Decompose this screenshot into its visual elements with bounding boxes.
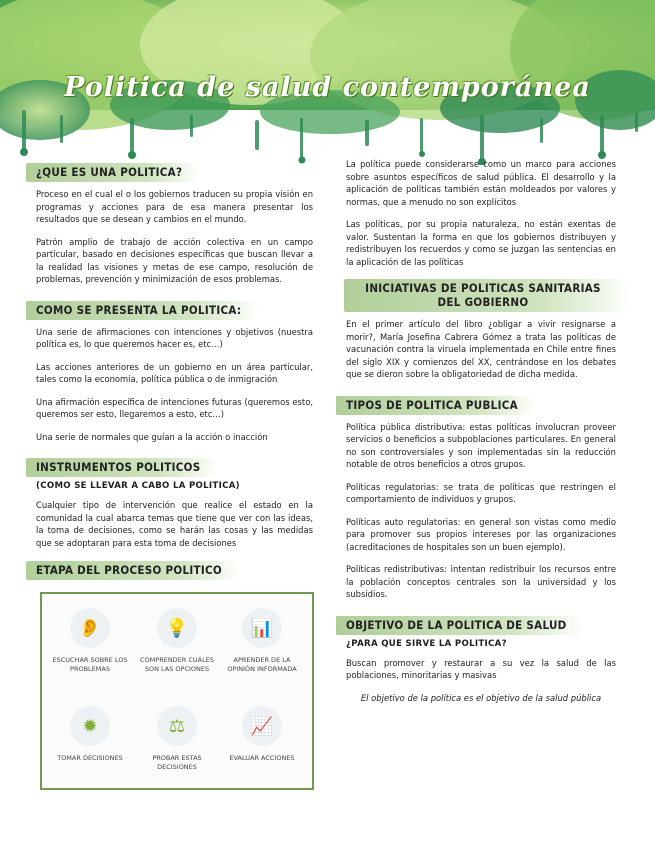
- paragraph: Buscan promover y restaurar a su vez la salud de las poblaciones, minoritarias y masivas: [346, 657, 616, 680]
- stage-label: EVALUAR ACCIONES: [229, 754, 295, 762]
- lightbulb-icon: ✹: [70, 706, 110, 746]
- paragraph: Cualquier tipo de intervención que realice el estado en la comunidad la cual abarca temas que tiene que ver con las ideas, la toma de decisiones, como se harán las cosas y las medidas que se adoptaran para esta toma de decisiones: [36, 500, 313, 548]
- stage-label: ESCUCHAR SOBRE LOS PROBLEMAS: [52, 656, 128, 673]
- paragraph: Una serie de afirmaciones con intenciones y objetivos (nuestra política es, lo que queremos hacer es, etc…): [36, 326, 313, 349]
- paragraph: La política puede considerarse como un marco para acciones sobre asuntos específicos de salud pública. El desarrollo y la aplicación de políticas también están moldeados por valores y normas, que a menudo no son explícitos: [346, 159, 616, 207]
- section-heading-que-es: ¿QUE ES UNA POLITICA?: [32, 162, 190, 182]
- stage-label: TOMAR DECISIONES: [57, 754, 123, 762]
- right-column: [346, 158, 616, 714]
- stage-aprender: [222, 608, 302, 673]
- section-subtitle: ¿PARA QUE SIRVE LA POLITICA?: [346, 638, 507, 649]
- chart-icon: 📈: [242, 706, 282, 746]
- page-title: Politica de salud contemporánea: [64, 72, 591, 103]
- ear-icon: 👂: [70, 608, 110, 648]
- stage-label: COMPRENDER CUÁLES SON LAS OPCIONES: [140, 656, 214, 673]
- stage-label: APRENDER DE LA OPINIÓN INFORMADA: [227, 656, 297, 673]
- head-idea-icon: 💡: [157, 608, 197, 648]
- paragraph: Proceso en el cual el o los gobiernos traducen su propia visión en programas y acciones para de esa manera presentar los resultados que se desean y cambios en el mundo.: [36, 189, 313, 224]
- paragraph: En el primer artículo del libro ¿obligar a vivir resignarse a morir?, María Josefina Cabrera Gómez a trata las políticas de vacunación contra la viruela implementada en Chile entre fines del siglo XIX y comienzos del XX, centrándose en los debates que se dieron sobre la obligatoriedad de dicha medida.: [346, 319, 616, 379]
- section-heading-como-se-presenta: COMO SE PRESENTA LA POLITICA:: [32, 300, 249, 320]
- left-column: [36, 158, 313, 586]
- paragraph: Una afirmación específica de intenciones futuras (queremos esto, queremos ser esto, llegaremos a esto, etc…): [36, 396, 313, 419]
- stage-comprender: [137, 608, 217, 673]
- paragraph: Las políticas, por su propia naturaleza, no están exentas de valor. Sustentan la forma en que los gobiernos distribuyen y redistribuyen los recuerdos y como se juzgan las sentencias en la aplicación de las políticas: [346, 219, 616, 267]
- paragraph: Patrón amplio de trabajo de acción colectiva en un campo particular, basado en decisiones específicas que buscan llevar a la realidad las visiones y metas de ese campo, resolución de problemas, prevención y minimización de esos problemas.: [36, 236, 313, 284]
- stage-tomar: [50, 706, 130, 763]
- paragraph: Políticas auto regulatorias: en general son vistas como medio para promover sus propios intereses por las organizaciones (acreditaciones de hospitales son un buen ejemplo).: [346, 516, 616, 552]
- section-subtitle: (COMO SE LLEVAR A CABO LA POLITICA): [36, 481, 240, 491]
- stage-probar: [137, 706, 217, 771]
- paragraph: Políticas redistributivas: intentan redistribuir los recursos entre la población conceptos centrales son la universidad y los subsidios.: [346, 564, 616, 599]
- scales-icon: ⚖: [157, 706, 197, 746]
- process-stages-diagram: [40, 592, 314, 790]
- quote: El objetivo de la política es el objetivo de la salud pública: [360, 692, 602, 703]
- section-heading-instrumentos: INSTRUMENTOS POLITICOS: [32, 457, 208, 477]
- section-heading-tipos: TIPOS DE POLITICA PUBLICA: [342, 395, 526, 415]
- paragraph: Una serie de normales que guían a la acción o inacción: [36, 431, 268, 442]
- stage-label: PROBAR ESTAS DECISIONES: [152, 754, 202, 771]
- stage-escuchar: [50, 608, 130, 673]
- section-heading-objetivo: OBJETIVO DE LA POLITICA DE SALUD: [342, 615, 575, 635]
- paragraph: Política pública distributiva: estas políticas involucran proveer servicios o beneficios a subpoblaciones particulares. En general no son controversiales y son implementadas sin la reducción notable de otros beneficios a otros grupos.: [346, 421, 616, 469]
- section-heading-iniciativas: INICIATIVAS DE POLITICAS SANITARIAS DEL GOBIERNO: [350, 278, 620, 312]
- stage-evaluar: [222, 706, 302, 763]
- presentation-icon: 📊: [242, 608, 282, 648]
- section-heading-etapa: ETAPA DEL PROCESO POLITICO: [32, 560, 230, 580]
- paragraph: Políticas regulatorias: se trata de políticas que restringen el comportamiento de individuos y grupos.: [346, 481, 616, 504]
- paragraph: Las acciones anteriores de un gobierno en un área particular, tales como la economía, política pública o de inmigración: [36, 361, 313, 384]
